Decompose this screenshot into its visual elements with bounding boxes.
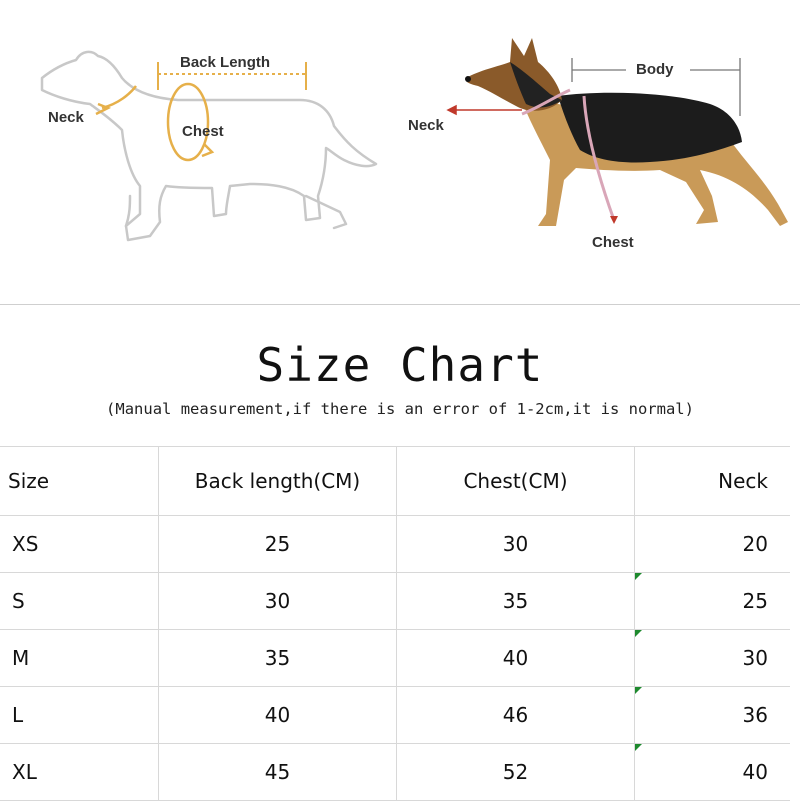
- cell-neck: [635, 744, 791, 801]
- page-subtitle: (Manual measurement,if there is an error of 1-2cm,it is normal): [106, 400, 694, 418]
- neck-marker: [96, 86, 136, 114]
- shepherd-dog-diagram: [400, 0, 800, 300]
- neck-label: Neck: [408, 117, 444, 134]
- cell-chest: 46: [397, 687, 635, 744]
- table-row: [0, 573, 790, 630]
- cell-chest: 30: [397, 516, 635, 573]
- chest-label: Chest: [182, 123, 224, 140]
- cell-chest: 40: [397, 630, 635, 687]
- cell-marker-icon: [635, 744, 642, 751]
- table-row: [0, 744, 790, 801]
- dog-outline-icon: [42, 52, 376, 240]
- neck-arrow: [448, 106, 522, 114]
- cell-neck: [635, 687, 791, 744]
- body-label: Body: [636, 61, 674, 78]
- cell-size: L: [0, 687, 159, 744]
- chest-label: Chest: [592, 234, 634, 251]
- cell-neck-value: 25: [742, 589, 768, 613]
- cell-neck-value: 30: [742, 646, 768, 670]
- header-back-length: Back length(CM): [159, 447, 397, 516]
- cell-chest: 52: [397, 744, 635, 801]
- cell-marker-icon: [635, 630, 642, 637]
- chest-marker: [168, 84, 212, 160]
- cell-chest: 35: [397, 573, 635, 630]
- header-size: Size: [0, 447, 159, 516]
- table-row: [0, 516, 790, 573]
- cell-neck: [635, 573, 791, 630]
- page-title: Size Chart: [256, 338, 544, 392]
- cell-size: M: [0, 630, 159, 687]
- back-length-label: Back Length: [180, 54, 271, 71]
- cell-marker-icon: [635, 687, 642, 694]
- cell-back-length: 45: [159, 744, 397, 801]
- neck-label: Neck: [48, 109, 84, 126]
- cell-neck-value: 20: [742, 532, 768, 556]
- cell-back-length: 25: [159, 516, 397, 573]
- cell-back-length: 30: [159, 573, 397, 630]
- cell-neck-value: 36: [742, 703, 768, 727]
- cell-back-length: 35: [159, 630, 397, 687]
- table-row: [0, 687, 790, 744]
- header-chest: Chest(CM): [397, 447, 635, 516]
- cell-size: S: [0, 573, 159, 630]
- cell-size: XL: [0, 744, 159, 801]
- dog-outline-diagram: [0, 0, 400, 300]
- section-divider: [0, 304, 800, 305]
- cell-neck: [635, 516, 791, 573]
- chest-arrow: [610, 216, 618, 224]
- cell-back-length: 40: [159, 687, 397, 744]
- header-neck: Neck: [635, 447, 791, 516]
- table-row: [0, 630, 790, 687]
- table-header-row: [0, 447, 790, 516]
- cell-marker-icon: [635, 573, 642, 580]
- size-table: [0, 446, 790, 801]
- cell-neck: [635, 630, 791, 687]
- cell-size: XS: [0, 516, 159, 573]
- cell-neck-value: 40: [742, 760, 768, 784]
